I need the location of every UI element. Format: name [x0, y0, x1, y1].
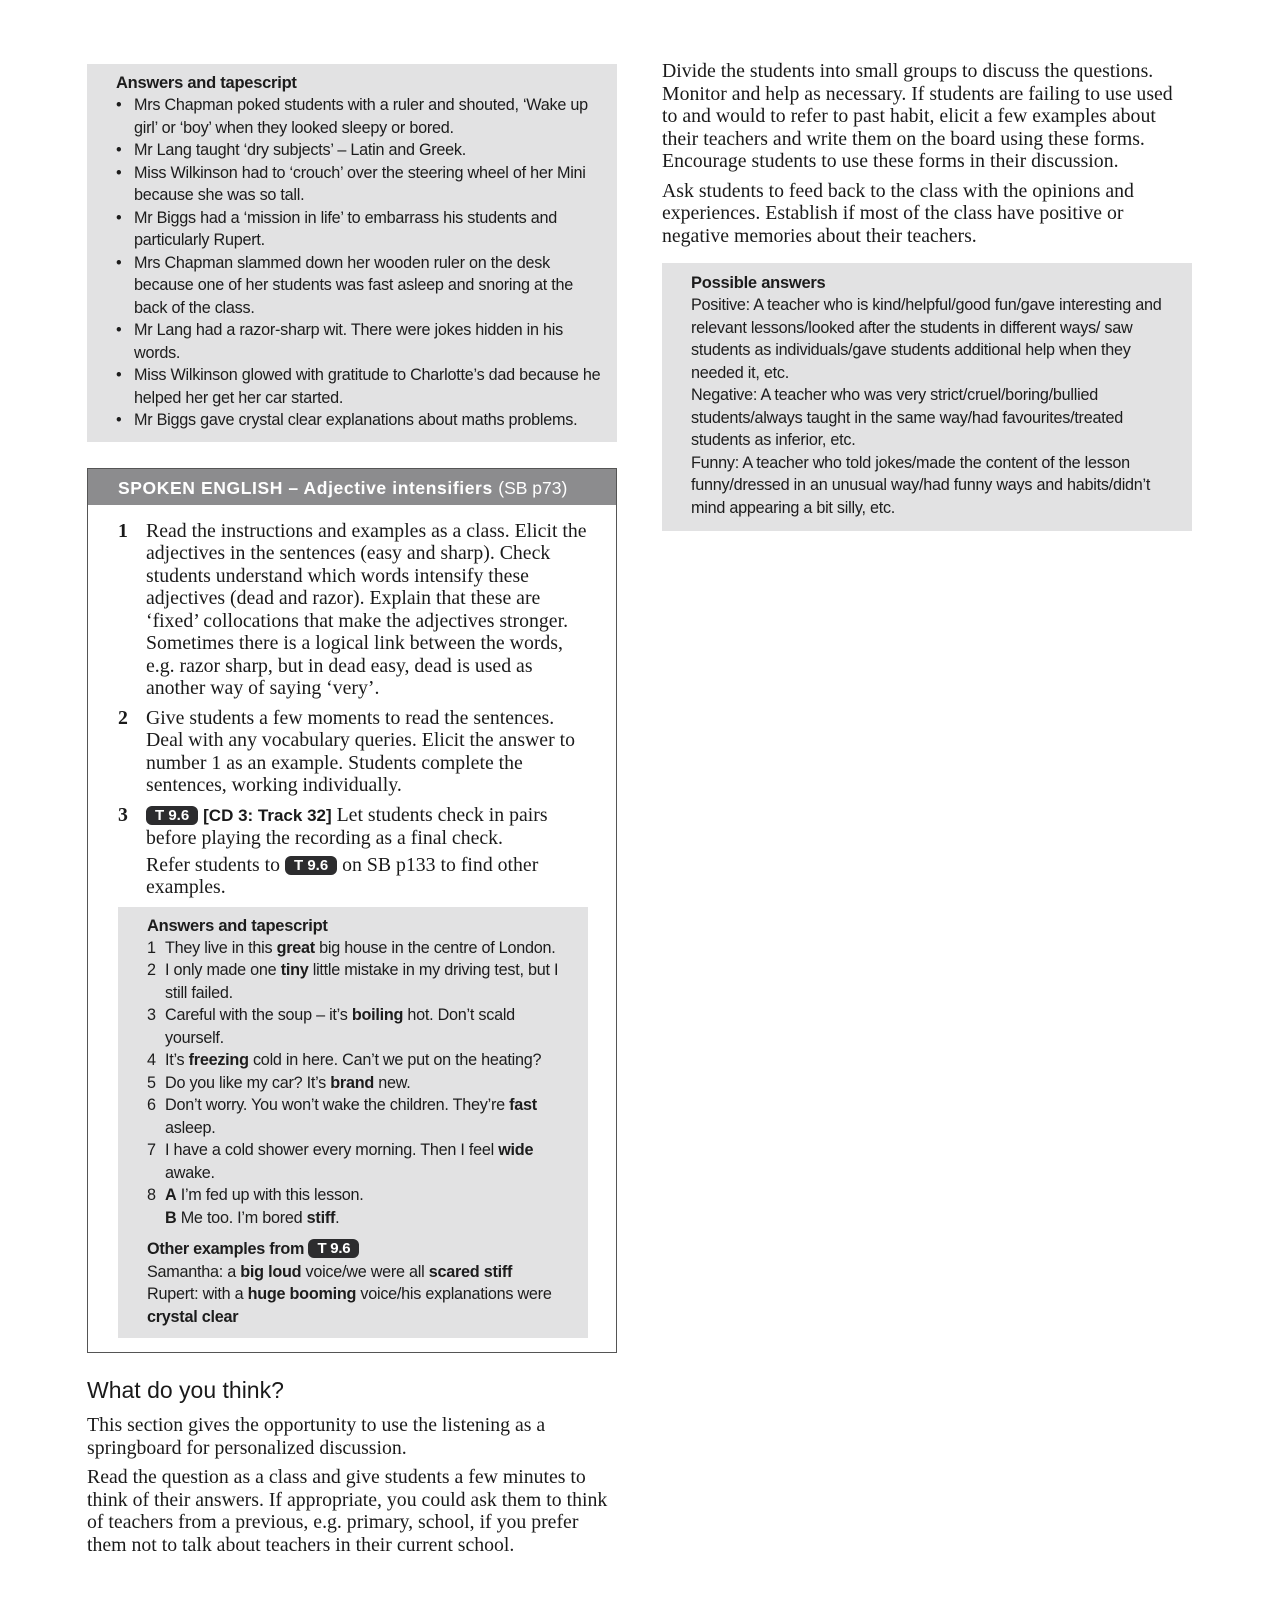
funny-answer: Funny: A teacher who told jokes/made the content of the lesson funny/dressed in an unusual way/had funny ways and habits/didn’t mind appearing a bit silly, etc. [691, 453, 1151, 517]
answer-number: 3 [147, 1006, 156, 1024]
answer-post: hot. Don’t scald yourself. [165, 1006, 515, 1047]
answer-number: 8 [147, 1186, 156, 1204]
bullet-item: • Mr Biggs had a ‘mission in life’ to embarrass his students and particularly Rupert. [116, 207, 603, 252]
refer-text [146, 854, 588, 899]
refer-pre: Refer students to [146, 853, 281, 876]
answer-number: 7 [147, 1141, 156, 1159]
answer-item [147, 1184, 574, 1229]
step-number: 3 [118, 803, 128, 826]
other-examples-label: Other examples from [147, 1240, 305, 1258]
spoken-answers-list [147, 937, 574, 1230]
what-do-you-think-heading: What do you think? [87, 1377, 284, 1403]
answer-item [147, 1004, 574, 1049]
negative-answer: Negative: A teacher who was very strict/cruel/boring/bullied students/always taught in the same way/had favourites/treated students as inferior, etc. [691, 386, 1123, 449]
dialogue-line: I’m fed up with this lesson. [180, 1186, 364, 1204]
spoken-english-body [88, 505, 616, 1353]
samantha-example: Samantha: a big loud voice/we were all scared stiff [147, 1262, 513, 1281]
answer-pre: It’s [165, 1051, 189, 1069]
answer-intensifier: tiny [280, 961, 309, 979]
step-3 [118, 804, 588, 899]
bullet-item: • Mr Lang taught ‘dry subjects’ – Latin and Greek. [116, 139, 603, 162]
cd-track-label: [CD 3: Track 32] [203, 805, 332, 825]
track-badge: T 9.6 [146, 806, 198, 825]
answers-bullet-list [116, 94, 603, 432]
student-book-reference: (SB p73) [498, 477, 568, 498]
step-number: 2 [118, 706, 128, 729]
step-2 [118, 707, 588, 797]
spoken-answers-box [118, 907, 588, 1339]
answer-post: awake. [165, 1163, 215, 1182]
positive-answer: Positive: A teacher who is kind/helpful/good fun/gave interesting and relevant lessons/looked after the students in different ways/ saw students as individuals/gave students additional help when they needed it, etc. [691, 296, 1162, 382]
answer-number: 2 [147, 961, 156, 979]
paragraph: Divide the students into small groups to discuss the questions. Monitor and help as necessary. If students are failing to use used to and would to refer to past habit, elicit a few examples about their teachers and write them on the board using these forms. Encourage students to use these forms in their discussion. [662, 60, 1173, 172]
answer-intensifier: brand [330, 1073, 374, 1092]
answer-number: 6 [147, 1096, 156, 1114]
answers-tapescript-box [87, 64, 617, 442]
answer-item [147, 1139, 574, 1184]
answer-item [147, 1094, 574, 1139]
paragraph: This section gives the opportunity to use the listening as a springboard for personalized discussion. [87, 1414, 546, 1459]
answer-pre: I only made one [165, 961, 281, 979]
answer-item [147, 1049, 574, 1072]
step-text-body: Let students check in pairs before playing the recording as a final check. [146, 803, 548, 849]
speaker-label: B [165, 1208, 177, 1227]
what-do-you-think-body [87, 1414, 617, 1556]
bullet-item: • Mr Biggs gave crystal clear explanations about maths problems. [116, 409, 603, 432]
paragraph: Ask students to feed back to the class with the opinions and experiences. Establish if most of the class have positive or negative memories about their teachers. [662, 179, 1134, 247]
answer-post: asleep. [165, 1118, 216, 1137]
speaker-label: A [165, 1186, 177, 1204]
answer-intensifier: fast [509, 1096, 537, 1114]
step-text [146, 804, 588, 850]
answers-heading: Answers and tapescript [116, 74, 297, 92]
answer-post: cold in here. Can’t we put on the heating? [248, 1051, 542, 1069]
spoken-english-panel [87, 468, 617, 1354]
possible-answers-heading: Possible answers [691, 274, 826, 292]
left-column [87, 0, 617, 1563]
answer-intensifier: freezing [188, 1051, 249, 1069]
answer-intensifier: stiff [306, 1208, 336, 1227]
spoken-answers-heading: Answers and tapescript [147, 916, 328, 935]
rupert-example: Rupert: with a huge booming voice/his explanations were crystal clear [147, 1285, 552, 1326]
answer-number: 1 [147, 938, 156, 957]
right-body [662, 60, 1192, 247]
bullet-item: • Mrs Chapman slammed down her wooden ruler on the desk because one of her students was fast asleep and snoring at the back of the class. [116, 252, 603, 320]
answer-post: little mistake in my driving test, but I still failed. [165, 961, 559, 1002]
step-number: 1 [118, 519, 128, 542]
answer-post: . [335, 1208, 340, 1227]
answer-post: new. [374, 1073, 411, 1092]
track-badge: T 9.6 [285, 856, 337, 875]
dialogue-line: Me too. I’m bored [180, 1208, 307, 1227]
right-column [662, 0, 1192, 531]
bullet-item: • Miss Wilkinson had to ‘crouch’ over the steering wheel of her Mini because she was so tall. [116, 162, 603, 207]
answer-item [147, 937, 574, 960]
answer-number: 4 [147, 1051, 156, 1069]
answer-pre: Don’t worry. You won’t wake the children. They’re [165, 1096, 510, 1114]
spoken-english-header [88, 469, 616, 505]
answer-post: big house in the centre of London. [314, 938, 556, 957]
answer-pre: I have a cold shower every morning. Then I feel [165, 1141, 499, 1159]
answer-item [147, 959, 574, 1004]
step-1 [118, 520, 588, 700]
other-examples-heading [147, 1238, 574, 1261]
step-text: Give students a few moments to read the sentences. Deal with any vocabulary queries. Elicit the answer to number 1 as an example. Students complete the sentences, working individually. [146, 706, 575, 796]
answer-pre: Do you like my car? It’s [165, 1073, 331, 1092]
answer-intensifier: wide [498, 1141, 534, 1159]
step-text: Read the instructions and examples as a class. Elicit the adjectives in the sentences (easy and sharp). Check students understand which words intensify these adjectives (dead and razor). Explain that these are ‘fixed’ collocations that make the adjectives stronger. Sometimes there is a logical link between the words, e.g. razor sharp, but in dead easy, dead is used as another way of saying ‘very’. [146, 519, 587, 699]
bullet-item: • Mr Lang had a razor-sharp wit. There were jokes hidden in his words. [116, 319, 603, 364]
answer-intensifier: great [276, 938, 315, 957]
possible-answers-box [662, 263, 1192, 531]
answer-number: 5 [147, 1073, 156, 1092]
answer-item [147, 1072, 574, 1095]
answer-intensifier: boiling [351, 1006, 404, 1024]
answer-pre: They live in this [165, 938, 277, 957]
answer-pre: Careful with the soup – it’s [165, 1006, 352, 1024]
bullet-item: • Miss Wilkinson glowed with gratitude to Charlotte’s dad because he helped her get her car started. [116, 364, 603, 409]
track-badge: T 9.6 [308, 1239, 359, 1258]
refer-post: on SB p133 to find other examples. [146, 853, 539, 898]
bullet-item: • Mrs Chapman poked students with a ruler and shouted, ‘Wake up girl’ or ‘boy’ when they looked sleepy or bored. [116, 94, 603, 139]
spoken-english-title: SPOKEN ENGLISH – Adjective intensifiers [118, 477, 493, 498]
paragraph: Read the question as a class and give students a few minutes to think of their answers. If appropriate, you could ask them to think of teachers from a previous, e.g. primary, school, if you prefer them not to talk about teachers in their current school. [87, 1466, 608, 1556]
